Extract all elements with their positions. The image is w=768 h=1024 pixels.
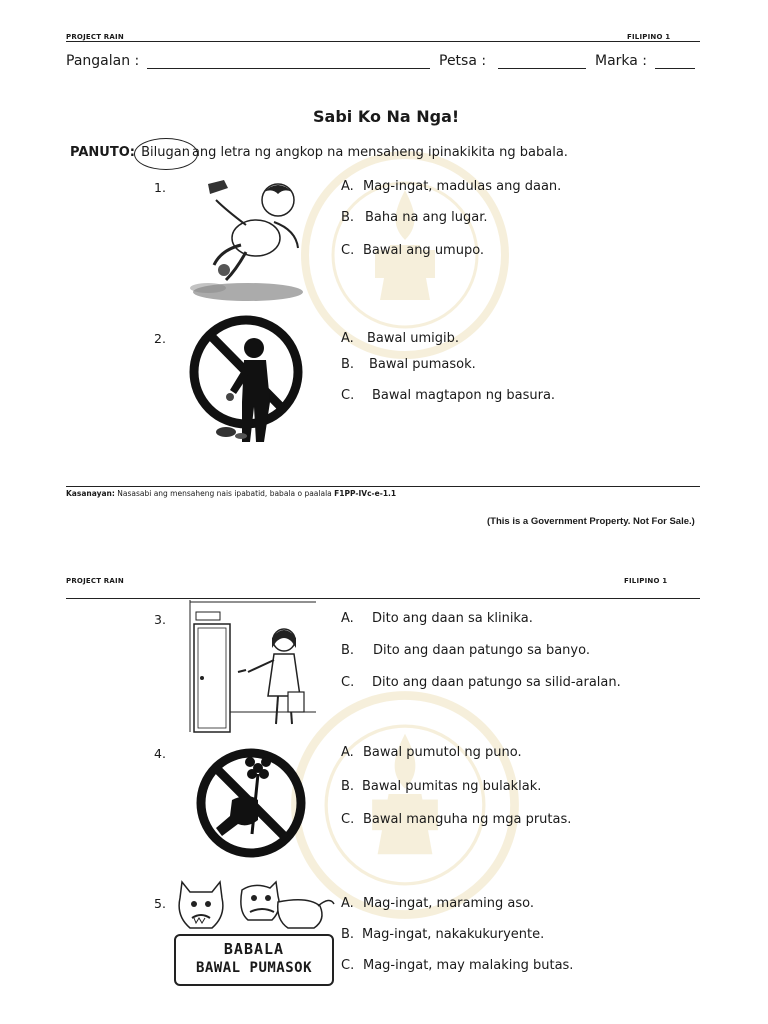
item-1-option-c[interactable]: C. Bawal ang umupo. bbox=[341, 243, 485, 258]
item-2-option-b[interactable]: B. Bawal pumasok. bbox=[341, 357, 476, 372]
sign-line-1: BABALA bbox=[223, 940, 285, 958]
item-3-number: 3. bbox=[154, 612, 166, 627]
date-field[interactable] bbox=[498, 68, 586, 69]
page1-header-right: FILIPINO 1 bbox=[627, 33, 671, 41]
item-5-option-a[interactable]: A. Mag-ingat, maraming aso. bbox=[341, 896, 534, 911]
no-picking-flowers-icon bbox=[192, 744, 310, 862]
circle-mark-icon bbox=[134, 138, 198, 170]
instruction-text: ang letra ng angkop na mensaheng ipinakikita ng babala. bbox=[191, 145, 568, 160]
item-1-number: 1. bbox=[154, 180, 166, 195]
instruction-circled-word-wrap bbox=[139, 145, 192, 160]
page1-header-left: PROJECT RAIN bbox=[66, 33, 124, 41]
item-3-option-c[interactable]: C. Dito ang daan patungo sa silid-aralan. bbox=[341, 675, 621, 690]
warning-sign-board bbox=[174, 934, 334, 986]
item-1-option-a[interactable]: A. Mag-ingat, madulas ang daan. bbox=[341, 179, 562, 194]
page-title: Sabi Ko Na Nga! bbox=[313, 107, 460, 126]
item-5-option-b[interactable]: B. Mag-ingat, nakakukuryente. bbox=[341, 927, 545, 942]
item-2-option-a[interactable]: A. Bawal umigib. bbox=[341, 331, 459, 346]
item-3-option-b[interactable]: B. Dito ang daan patungo sa banyo. bbox=[341, 643, 590, 658]
instruction-label: PANUTO: bbox=[70, 145, 135, 160]
name-field[interactable] bbox=[147, 68, 430, 69]
item-2-option-c[interactable]: C. Bawal magtapon ng basura. bbox=[341, 388, 556, 403]
page2-header-rule bbox=[66, 598, 700, 599]
footer-rule bbox=[66, 486, 700, 487]
instruction bbox=[70, 145, 568, 160]
item-4-option-b[interactable]: B. Bawal pumitas ng bulaklak. bbox=[341, 779, 542, 794]
name-label: Pangalan : bbox=[66, 53, 140, 69]
girl-pointing-to-door-icon bbox=[188, 600, 318, 735]
date-label: Petsa : bbox=[439, 53, 487, 69]
no-littering-icon bbox=[186, 312, 311, 452]
item-4-number: 4. bbox=[154, 746, 166, 761]
instruction-circled-word: Bilugan bbox=[141, 145, 190, 160]
item-5-number: 5. bbox=[154, 896, 166, 911]
slipping-boy-icon bbox=[186, 170, 311, 310]
header-rule bbox=[66, 41, 700, 42]
score-field[interactable] bbox=[655, 68, 695, 69]
page2-header-left: PROJECT RAIN bbox=[66, 577, 124, 585]
sign-line-2: BAWAL PUMASOK bbox=[195, 960, 313, 976]
gov-property-notice: (This is a Government Property. Not For Sale.) bbox=[487, 516, 695, 527]
item-3-option-a[interactable]: A. Dito ang daan sa klinika. bbox=[341, 611, 533, 626]
item-1-option-b[interactable]: B. Baha na ang lugar. bbox=[341, 210, 488, 225]
page2-header-right: FILIPINO 1 bbox=[624, 577, 668, 585]
score-label: Marka : bbox=[595, 53, 648, 69]
item-2-number: 2. bbox=[154, 331, 166, 346]
item-4-option-a[interactable]: A. Bawal pumutol ng puno. bbox=[341, 745, 522, 760]
dogs-warning-sign-icon bbox=[168, 876, 338, 996]
item-4-option-c[interactable]: C. Bawal manguha ng mga prutas. bbox=[341, 812, 572, 827]
skill-line: Kasanayan: Nasasabi ang mensaheng nais ipabatid, babala o paalala F1PP-IVc-e-1.1 bbox=[66, 489, 397, 498]
item-5-option-c[interactable]: C. Mag-ingat, may malaking butas. bbox=[341, 958, 574, 973]
